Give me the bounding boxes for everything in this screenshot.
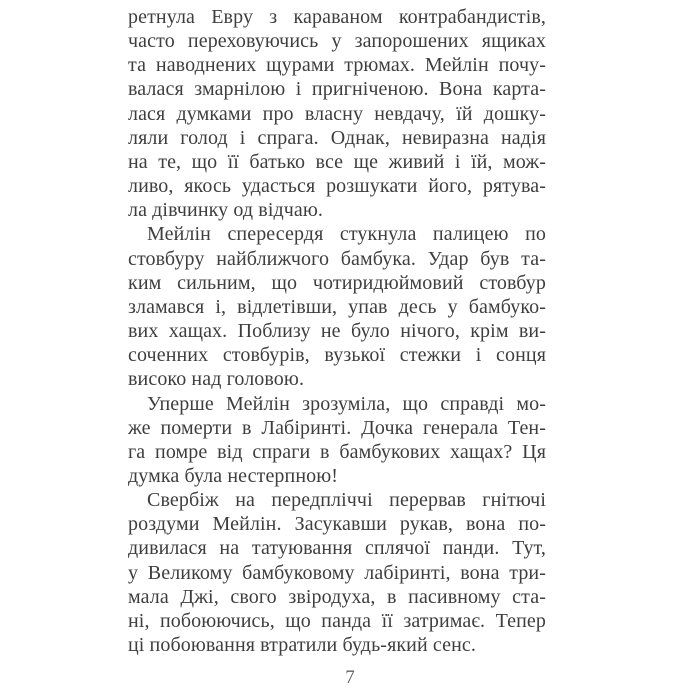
text-line: думка була нестерпною! [128, 464, 339, 487]
text-column [128, 5, 546, 657]
paragraph [128, 392, 546, 489]
text-line: Мейлін спересердя стукнула палицею по [147, 223, 546, 246]
text-line: ким сильним, що чотиридюймовий стовбур [128, 271, 546, 294]
text-line: вих хащах. Поблизу не було нічого, крім ви- [128, 320, 546, 343]
text-line: лася думками про власну невдачу, їй дошку- [128, 102, 546, 125]
text-line: соченних стовбурів, вузької стежки і сонця [128, 344, 546, 367]
text-line: мала Джі, свого звіродуха, в пасивному ста- [128, 585, 546, 608]
text-line: ливо, якось удасться розшукати його, рятува- [128, 175, 546, 198]
text-line: Свербіж на передпліччі перервав гнітючі [147, 489, 546, 512]
text-line: же померти в Лабіринті. Дочка генерала Тен- [128, 416, 546, 439]
page-number: 7 [345, 667, 355, 688]
text-line: роздуми Мейлін. Засукавши рукав, вона по- [128, 513, 546, 536]
text-line: у Великому бамбуковому лабіринті, вона три- [128, 561, 546, 584]
text-line: ці побоювання втратили будь-який сенс. [128, 634, 476, 657]
paragraph [128, 5, 546, 222]
text-line: часто переховуючись у запорошених ящиках [128, 30, 546, 53]
text-line: стовбуру найближчого бамбука. Удар був та- [128, 247, 546, 270]
text-line: валася змарнілою і пригніченою. Вона карта- [128, 78, 546, 101]
paragraph [128, 222, 546, 391]
paragraph [128, 488, 546, 657]
text-line: дивилася на татуювання сплячої панди. Тут, [128, 537, 546, 560]
text-line: ляли голод і спрага. Однак, невиразна надія [128, 126, 546, 149]
text-line: зламався і, відлетівши, упав десь у бамбуко- [128, 295, 546, 318]
text-line: ні, побоюючись, що панда її затримає. Тепер [128, 609, 546, 632]
text-line: га помре від спраги в бамбукових хащах? Ця [128, 440, 546, 463]
text-line: та наводнених щурами трюмах. Мейлін почу- [128, 54, 546, 77]
text-line: Уперше Мейлін зрозуміла, що справді мо- [147, 392, 546, 415]
text-line: високо над головою. [128, 368, 305, 391]
text-line: на те, що її батько все ще живий і їй, мож- [128, 150, 546, 173]
text-line: ретнула Евру з караваном контрабандистів, [128, 6, 546, 28]
text-line: ла дівчинку од відчаю. [128, 199, 324, 222]
